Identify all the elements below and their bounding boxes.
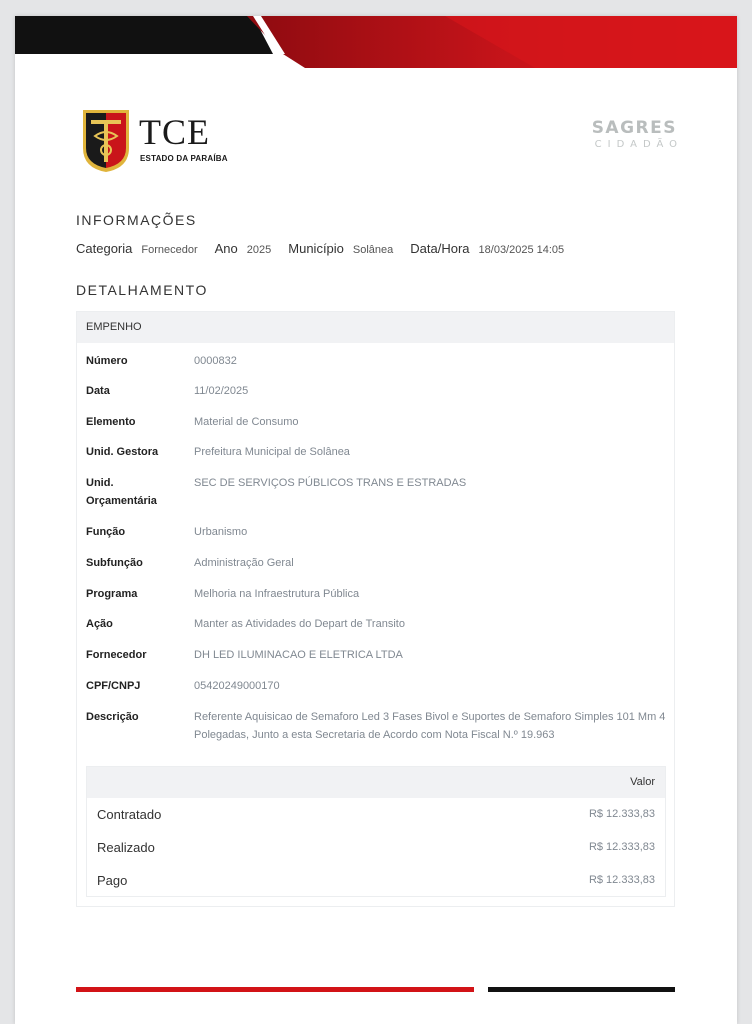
municipio-value: Solânea xyxy=(352,244,394,256)
field-label: Unid. Orçamentária xyxy=(86,477,157,507)
valor-label: Pago xyxy=(97,873,128,888)
info-row xyxy=(76,241,581,256)
datahora-label: Data/Hora xyxy=(410,241,470,256)
org-title: TCE xyxy=(139,112,210,152)
empenho-card-header: EMPENHO xyxy=(77,312,674,343)
field-label: Ação xyxy=(86,618,113,630)
field-label: Descrição xyxy=(86,711,139,723)
field-label: Subfunção xyxy=(86,557,143,569)
field-label: Fornecedor xyxy=(86,649,147,661)
field-value: Melhoria na Infraestrutura Pública xyxy=(194,588,360,600)
detalhamento-section-title: DETALHAMENTO xyxy=(76,282,208,298)
info-section-title: INFORMAÇÕES xyxy=(76,212,197,228)
sagres-logo xyxy=(537,118,683,150)
ano-value: 2025 xyxy=(246,244,272,256)
valor-amount: R$ 12.333,83 xyxy=(588,808,655,820)
field-label: Elemento xyxy=(86,416,136,428)
valor-table-header: Valor xyxy=(87,767,665,798)
valor-label: Realizado xyxy=(97,840,155,855)
empenho-card xyxy=(76,311,675,907)
valor-amount: R$ 12.333,83 xyxy=(588,841,655,853)
field-value: DH LED ILUMINACAO E ELETRICA LTDA xyxy=(194,649,403,661)
footer-black-bar xyxy=(488,987,675,992)
system-title: SAGRES xyxy=(591,118,677,138)
field-label: Número xyxy=(86,355,128,367)
ano-label: Ano xyxy=(214,241,238,256)
categoria-label: Categoria xyxy=(76,241,133,256)
field-value: 11/02/2025 xyxy=(194,385,249,397)
system-subtitle: CIDADÃO xyxy=(594,139,683,150)
valor-amount: R$ 12.333,83 xyxy=(588,874,655,886)
field-value: SEC DE SERVIÇOS PÚBLICOS TRANS E ESTRADAS xyxy=(194,477,467,489)
municipio-label: Município xyxy=(288,241,344,256)
field-value: 0000832 xyxy=(194,355,237,367)
tce-logo xyxy=(81,108,281,174)
field-value: Prefeitura Municipal de Solânea xyxy=(194,446,350,458)
field-value: Material de Consumo xyxy=(194,416,299,428)
field-label: Data xyxy=(86,385,110,397)
document-page xyxy=(15,16,737,1024)
footer-red-bar xyxy=(76,987,474,992)
top-color-band xyxy=(15,16,737,68)
field-value: Manter as Atividades do Depart de Transito xyxy=(194,618,405,630)
field-label: Função xyxy=(86,526,126,538)
org-subtitle: ESTADO DA PARAÍBA xyxy=(140,154,228,163)
valor-row-contratado xyxy=(87,807,665,827)
valor-label: Contratado xyxy=(97,807,162,822)
field-value: Administração Geral xyxy=(194,557,294,569)
field-label: Unid. Gestora xyxy=(86,446,159,458)
valor-row-pago xyxy=(87,873,665,893)
tce-shield-icon xyxy=(81,108,131,174)
field-value: Urbanismo xyxy=(194,526,248,538)
field-label: Programa xyxy=(86,588,138,600)
valor-row-realizado xyxy=(87,840,665,860)
field-value: Referente Aquisicao de Semaforo Led 3 Fases Bivol e Suportes de Semaforo Simples 101 Mm 4 Polegadas, Junto a esta Secretaria de Acordo com Nota Fiscal N.º 19.963 xyxy=(194,711,666,741)
field-label: CPF/CNPJ xyxy=(86,680,141,692)
valor-table xyxy=(86,766,666,897)
categoria-value: Fornecedor xyxy=(141,244,198,256)
datahora-value: 18/03/2025 14:05 xyxy=(478,244,565,256)
field-value: 05420249000170 xyxy=(194,680,280,692)
